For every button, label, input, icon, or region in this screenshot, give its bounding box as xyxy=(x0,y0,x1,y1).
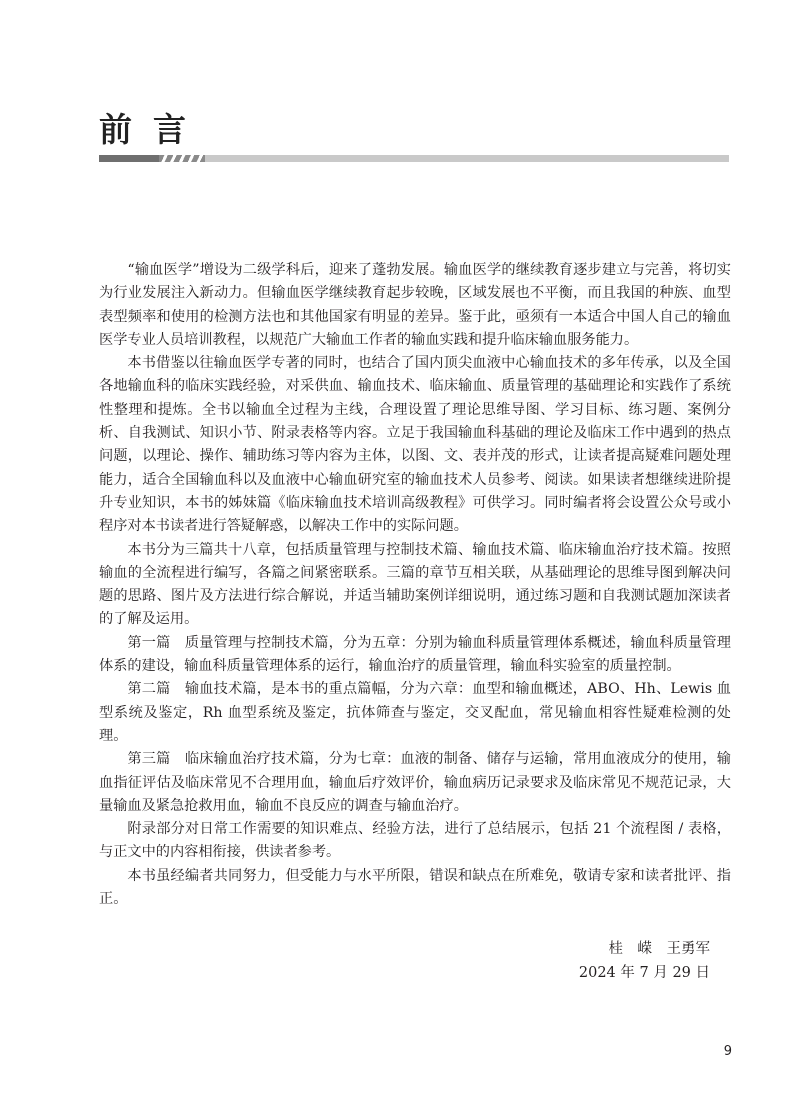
title-underline xyxy=(99,155,729,162)
paragraph-6: 第三篇 临床输血治疗技术篇，分为七章：血液的制备、储存与运输，常用血液成分的使用，输血指征评估及临床常见不合理用血，输血后疗效评价，输血病历记录要求及临床常见不规范记录，大量输血及紧急抢救用血，输血不良反应的调查与输血治疗。 xyxy=(99,751,731,814)
underline-light-segment xyxy=(205,155,729,162)
paragraph-1: “输血医学”增设为二级学科后，迎来了蓬勃发展。输血医学的继续教育逐步建立与完善，将切实为行业发展注入新动力。但输血医学继续教育起步较晚，区域发展也不平衡，而且我国的种族、血型表型频率和使用的检测方法也和其他国家有明显的差异。鉴于此，亟须有一本适合中国人自己的输血医学专业人员培训教程，以规范广大输血工作者的输血实践和提升临床输血服务能力。 xyxy=(99,262,731,348)
signature-block xyxy=(0,937,710,985)
paragraph-4: 第一篇 质量管理与控制技术篇，分为五章：分别为输血科质量管理体系概述，输血科质量管理体系的建设，输血科质量管理体系的运行，输血治疗的质量管理，输血科实验室的质量控制。 xyxy=(99,634,731,675)
paragraph-7: 附录部分对日常工作需要的知识难点、经验方法，进行了总结展示，包括 21 个流程图 / 表格，与正文中的内容相衔接，供读者参考。 xyxy=(99,821,731,861)
preface-body xyxy=(99,259,731,911)
paragraph-5: 第二篇 输血技术篇，是本书的重点篇幅，分为六章：血型和输血概述，ABO、Hh、Lewis 血型系统及鉴定，Rh 血型系统及鉴定，抗体筛查与鉴定，交叉配血，常见输血相容性疑难检测的处理。 xyxy=(99,681,731,744)
underline-striped-segment xyxy=(159,155,205,162)
paragraph-8: 本书虽经编者共同努力，但受能力与水平所限，错误和缺点在所难免，敬请专家和读者批评、指正。 xyxy=(99,867,731,908)
page-number: 9 xyxy=(723,1044,732,1059)
paragraph-3: 本书分为三篇共十八章，包括质量管理与控制技术篇、输血技术篇、临床输血治疗技术篇。按照输血的全流程进行编写，各篇之间紧密联系。三篇的章节互相关联，从基础理论的思维导图到解决问题的思路、图片及方法进行综合解说，并适当辅助案例详细说明，通过练习题和自我测试题加深读者的了解及运用。 xyxy=(99,541,731,628)
paragraph-2: 本书借鉴以往输血医学专著的同时，也结合了国内顶尖血液中心输血技术的多年传承，以及全国各地输血科的临床实践经验，对采供血、输血技术、临床输血、质量管理的基础理论和实践作了系统性整理和提炼。全书以输血全过程为主线，合理设置了理论思维导图、学习目标、练习题、案例分析、自我测试、知识小节、附录表格等内容。立足于我国输血科基础的理论及临床工作中遇到的热点问题，以理论、操作、辅助练习等内容为主体，以图、文、表并茂的形式，让读者提高疑难问题处理能力，适合全国输血科以及血液中心输血研究室的输血技术人员参考、阅读。如果读者想继续进阶提升专业知识，本书的姊妹篇《临床输血技术培训高级教程》可供学习。同时编者将会设置公众号或小程序对本书读者进行答疑解惑，以解决工作中的实际问题。 xyxy=(99,355,731,535)
signature-date: 2024 年 7 月 29 日 xyxy=(578,965,710,981)
underline-dark-segment xyxy=(99,155,159,162)
page-title: 前言 xyxy=(99,110,207,149)
signature-authors: 桂 嵘 王勇军 xyxy=(608,941,710,957)
